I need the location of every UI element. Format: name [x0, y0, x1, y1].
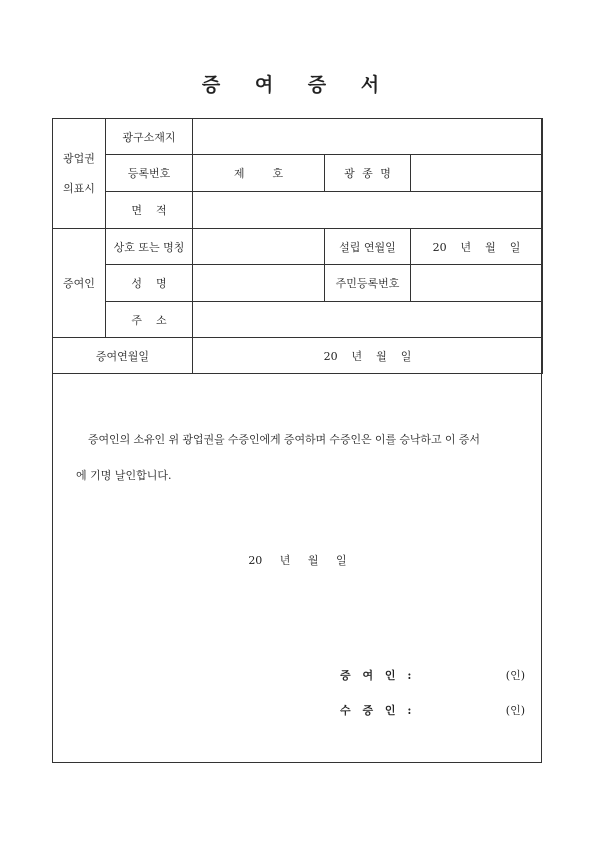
section-mining-line2: 의표시 — [63, 181, 95, 195]
field-registration-number[interactable]: 제 호 — [193, 155, 325, 192]
field-gift-date[interactable]: 20 년 월 일 — [193, 338, 543, 374]
field-mineral-type[interactable] — [411, 155, 543, 192]
label-area: 면 적 — [106, 192, 193, 229]
donor-signature-label: 증 여 인 : — [340, 669, 416, 682]
field-address[interactable] — [193, 302, 543, 338]
donee-signature-row — [340, 702, 525, 718]
field-name[interactable] — [193, 265, 325, 302]
field-area[interactable] — [193, 192, 543, 229]
label-address: 주 소 — [106, 302, 193, 338]
label-resident-number: 주민등록번호 — [325, 265, 411, 302]
label-name: 성 명 — [106, 265, 193, 302]
label-mineral-type: 광 종 명 — [325, 155, 411, 192]
field-resident-number[interactable] — [411, 265, 543, 302]
statement-text — [76, 422, 524, 494]
document-title: 증 여 증 서 — [201, 74, 394, 96]
label-registration-number: 등록번호 — [106, 155, 193, 192]
donor-seal[interactable]: (인) — [505, 669, 525, 682]
donee-signature-label: 수 증 인 : — [340, 704, 416, 717]
field-establishment-date[interactable]: 20 년 월 일 — [411, 229, 543, 265]
section-mining-rights — [53, 119, 106, 229]
field-trade-name[interactable] — [193, 229, 325, 265]
statement-line-1: 증여인의 소유인 위 광업권을 수증인에게 증여하며 수증인은 이를 승낙하고 이 증서 — [88, 433, 480, 446]
statement-line-2: 에 기명 날인합니다. — [76, 469, 172, 482]
gift-form-table — [52, 118, 543, 374]
label-establishment-date: 설립 연월일 — [325, 229, 411, 265]
donor-signature-row — [340, 667, 525, 683]
label-location: 광구소재지 — [106, 119, 193, 155]
label-trade-name: 상호 또는 명칭 — [106, 229, 193, 265]
section-mining-line1: 광업권 — [63, 151, 95, 165]
bottom-date: 20 년 월 일 — [248, 554, 347, 567]
section-donor: 증여인 — [53, 229, 106, 338]
field-location[interactable] — [193, 119, 543, 155]
donee-seal[interactable]: (인) — [505, 704, 525, 717]
label-gift-date: 증여연월일 — [53, 338, 193, 374]
